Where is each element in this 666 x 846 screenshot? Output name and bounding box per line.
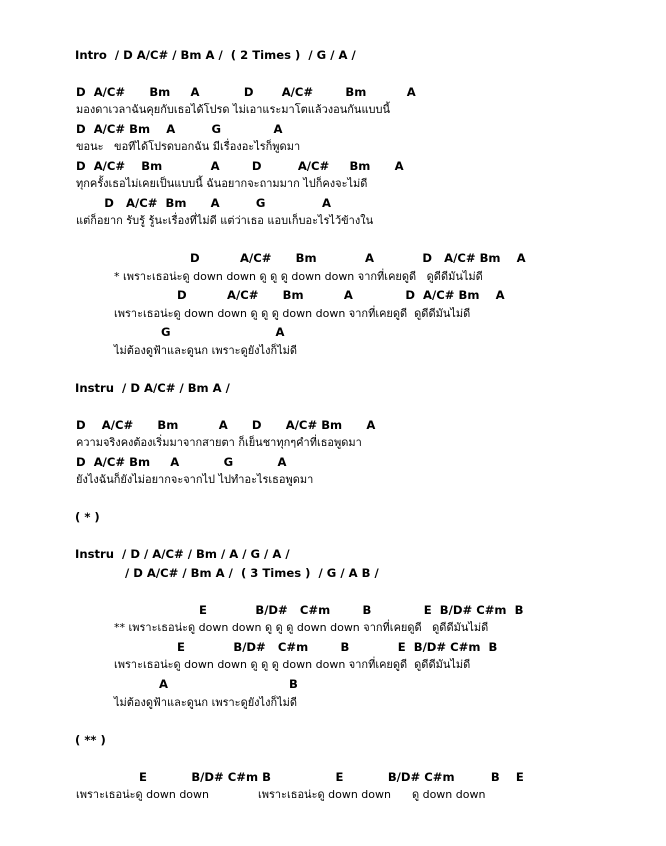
chord-line: D A/C# Bm A G A	[76, 122, 283, 136]
instru-line: / D A/C# / Bm A / ( 3 Times ) / G / A B /	[125, 566, 379, 580]
lyric-line: * เพราะเธอน่ะดู down down ดู ดู ดู down down จากที่เคยดูดี ดูดีดีมันไม่ดี	[114, 270, 483, 283]
lyric-line: เพราะเธอน่ะดู down down ดู ดู ดู down down จากที่เคยดูดี ดูดีดีมันไม่ดี	[114, 658, 471, 671]
lyric-line: ไม่ต้องดูฟ้าและดูนก เพราะดูยังไงก็ไม่ดี	[114, 344, 298, 357]
lyric-line: ยังไงฉันก็ยังไม่อยากจะจากไป ไปทำอะไรเธอพูดมา	[76, 473, 314, 486]
chord-line: D A/C# Bm A D A/C# Bm A	[76, 85, 416, 99]
lyric-line: มองดาเวลาฉันคุยกับเธอได้โปรด ไม่เอาแระมาโตแล้วงอนกันแบบนี้	[76, 103, 391, 116]
lyric-line: แต่ก็อยาก รับรู้ รู้นะเรื่องที่ไม่ดี แต่ว่าเธอ แอบเก็บอะไรไว้ข้างใน	[76, 214, 374, 227]
chord-line: D A/C# Bm A D A/C# Bm A	[76, 159, 404, 173]
chord-line: D A/C# Bm A D A/C# Bm A	[177, 288, 505, 302]
repeat-marker: ( * )	[75, 510, 100, 524]
lyric-line: ทุกครั้งเธอไม่เคยเป็นแบบนี้ ฉันอยากจะถามมาก ไปก็คงจะไม่ดี	[76, 177, 368, 190]
lyric-line: ความจริงคงต้องเริ่มมาจากสายตา ก็เย็นชาทุกๆคำที่เธอพูดมา	[76, 436, 362, 449]
chord-line: E B/D# C#m B E B/D# C#m B E	[139, 770, 524, 784]
chord-line: D A/C# Bm A G A	[76, 196, 331, 210]
lyric-line: เพราะเธอน่ะดู down down ดู ดู ดู down down จากที่เคยดูดี ดูดีดีมันไม่ดี	[114, 307, 471, 320]
intro-line: Intro / D A/C# / Bm A / ( 2 Times ) / G / A /	[75, 48, 356, 62]
chord-line: E B/D# C#m B E B/D# C#m B	[199, 603, 524, 617]
chord-line: D A/C# Bm A G A	[76, 455, 287, 469]
chord-line: D A/C# Bm A D A/C# Bm A	[190, 251, 526, 265]
lyric-line: ไม่ต้องดูฟ้าและดูนก เพราะดูยังไงก็ไม่ดี	[114, 696, 298, 709]
instru-line: Instru / D / A/C# / Bm / A / G / A /	[75, 547, 290, 561]
lyric-line: ขอนะ ขอทีได้โปรดบอกฉัน มีเรื่องอะไรก็พูดมา	[76, 140, 301, 153]
chord-line: G A	[161, 325, 285, 339]
instru-line: Instru / D A/C# / Bm A /	[75, 381, 230, 395]
chord-line: A B	[159, 677, 298, 691]
chord-line: E B/D# C#m B E B/D# C#m B	[177, 640, 498, 654]
repeat-marker: ( ** )	[75, 733, 106, 747]
lyric-line: เพราะเธอน่ะดู down down เพราะเธอน่ะดู down down ดู down down	[76, 788, 486, 801]
lyric-line: ** เพราะเธอน่ะดู down down ดู ดู ดู down down จากที่เคยดูดี ดูดีดีมันไม่ดี	[114, 621, 489, 634]
chord-line: D A/C# Bm A D A/C# Bm A	[76, 418, 376, 432]
